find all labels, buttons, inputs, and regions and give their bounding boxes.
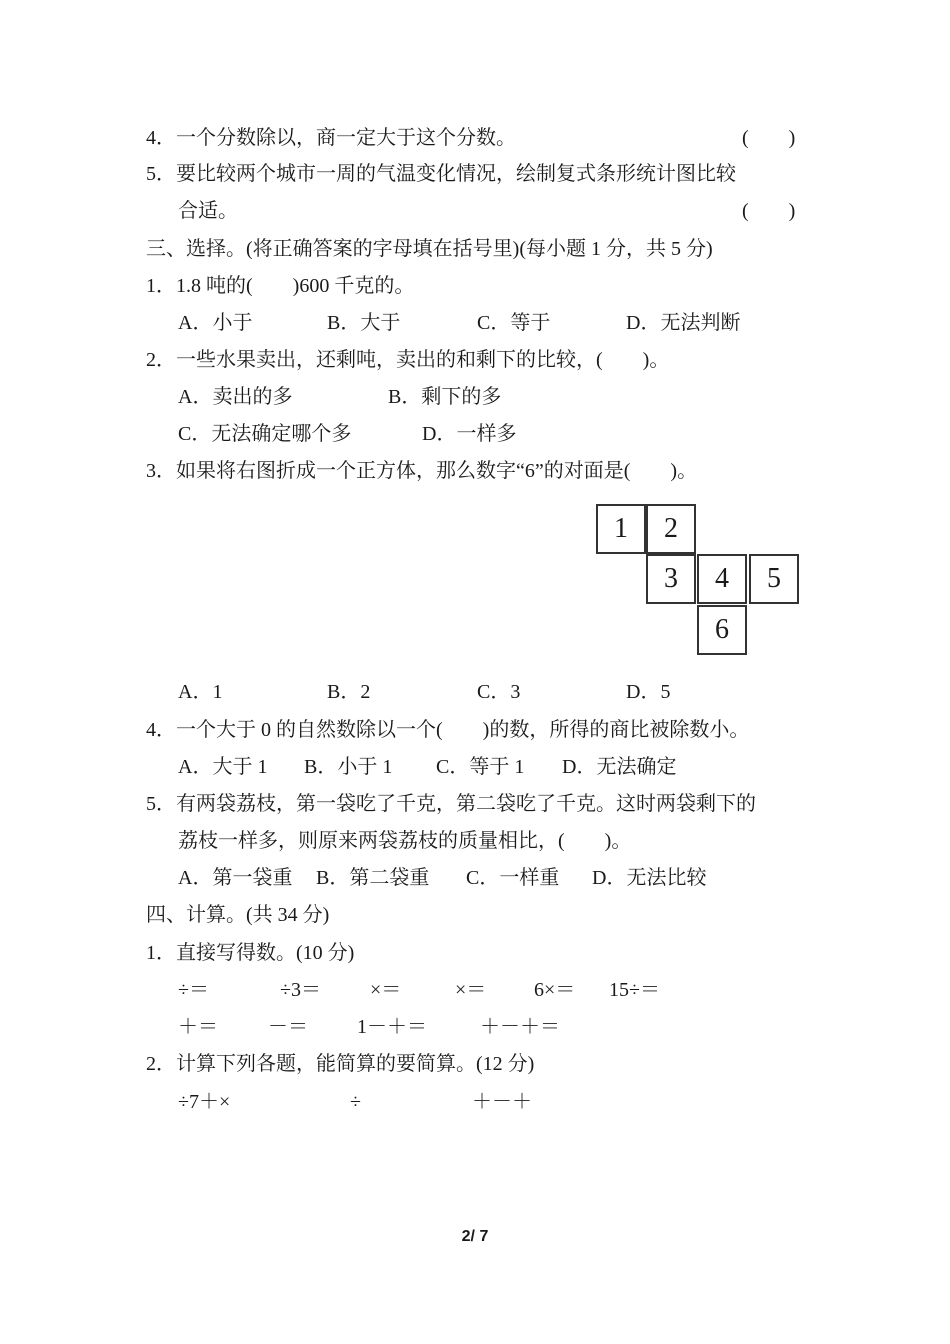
q1-option-b: B．大于 — [327, 312, 401, 334]
q5-option-c: C．一样重 — [466, 867, 560, 889]
q3-option-a: A．1 — [178, 681, 223, 703]
q2-option-c: C．无法确定哪个多 — [178, 423, 352, 445]
q1-option-d: D．无法判断 — [626, 312, 741, 334]
net-cell-2: 2 — [646, 504, 696, 554]
q3-option-d: D．5 — [626, 681, 671, 703]
tf-answer-bracket-4: ( ) — [742, 127, 796, 149]
q4-option-c: C．等于 1 — [436, 756, 525, 778]
calc-question-2: 2．计算下列各题，能简算的要简算。(12 分) — [146, 1053, 535, 1075]
calc2-expr-3: ＋－＋ — [472, 1091, 532, 1113]
calc-row2-item4: ＋－＋＝ — [480, 1016, 560, 1038]
section-3-title: 三、选择。(将正确答案的字母填在括号里)(每小题 1 分，共 5 分) — [146, 238, 713, 260]
q2-option-d: D．一样多 — [422, 423, 517, 445]
calc-row1-item4: ×＝ — [455, 979, 487, 1001]
choice-question-3: 3．如果将右图折成一个正方体，那么数字“6”的对面是( )。 — [146, 460, 698, 482]
calc2-expr-1: ÷7＋× — [178, 1091, 231, 1113]
q4-option-b: B．小于 1 — [304, 756, 393, 778]
q5-option-a: A．第一袋重 — [178, 867, 293, 889]
calc2-expr-2: ÷ — [350, 1091, 361, 1113]
net-cell-1: 1 — [596, 504, 646, 554]
choice-question-1: 1．1.8 吨的( )600 千克的。 — [146, 275, 415, 297]
net-cell-5: 5 — [749, 554, 799, 604]
tf-answer-bracket-5: ( ) — [742, 200, 796, 222]
calc-row2-item1: ＋＝ — [178, 1016, 218, 1038]
q1-option-c: C．等于 — [477, 312, 551, 334]
choice-question-5-line1: 5．有两袋荔枝，第一袋吃了千克，第二袋吃了千克。这时两袋剩下的 — [146, 793, 756, 815]
tf-question-5-line2: 合适。 — [178, 200, 238, 222]
net-cell-3: 3 — [646, 554, 696, 604]
calc-row2-item3: 1－＋＝ — [357, 1016, 427, 1038]
calc-question-1: 1．直接写得数。(10 分) — [146, 942, 355, 964]
calc-row1-item3: ×＝ — [370, 979, 402, 1001]
page-number: 2/ 7 — [461, 1228, 489, 1245]
calc-row2-item2: －＝ — [268, 1016, 308, 1038]
choice-question-2: 2．一些水果卖出，还剩吨，卖出的和剩下的比较，( )。 — [146, 349, 670, 371]
q4-option-a: A．大于 1 — [178, 756, 268, 778]
net-cell-6: 6 — [697, 605, 747, 655]
q1-option-a: A．小于 — [178, 312, 253, 334]
section-4-title: 四、计算。(共 34 分) — [146, 904, 330, 926]
net-cell-4: 4 — [697, 554, 747, 604]
calc-row1-item5: 6×＝ — [534, 979, 576, 1001]
q3-option-c: C．3 — [477, 681, 521, 703]
calc-row1-item1: ÷＝ — [178, 979, 209, 1001]
q3-option-b: B．2 — [327, 681, 371, 703]
choice-question-4: 4．一个大于 0 的自然数除以一个( )的数，所得的商比被除数小。 — [146, 719, 750, 741]
tf-question-5-line1: 5．要比较两个城市一周的气温变化情况，绘制复式条形统计图比较 — [146, 163, 736, 185]
choice-question-5-line2: 荔枝一样多，则原来两袋荔枝的质量相比，( )。 — [178, 830, 632, 852]
tf-question-4: 4．一个分数除以，商一定大于这个分数。 — [146, 127, 516, 149]
q5-option-b: B．第二袋重 — [316, 867, 430, 889]
calc-row1-item2: ÷3＝ — [280, 979, 321, 1001]
q2-option-a: A．卖出的多 — [178, 386, 293, 408]
q2-option-b: B．剩下的多 — [388, 386, 502, 408]
q4-option-d: D．无法确定 — [562, 756, 677, 778]
calc-row1-item6: 15÷＝ — [609, 979, 660, 1001]
q5-option-d: D．无法比较 — [592, 867, 707, 889]
